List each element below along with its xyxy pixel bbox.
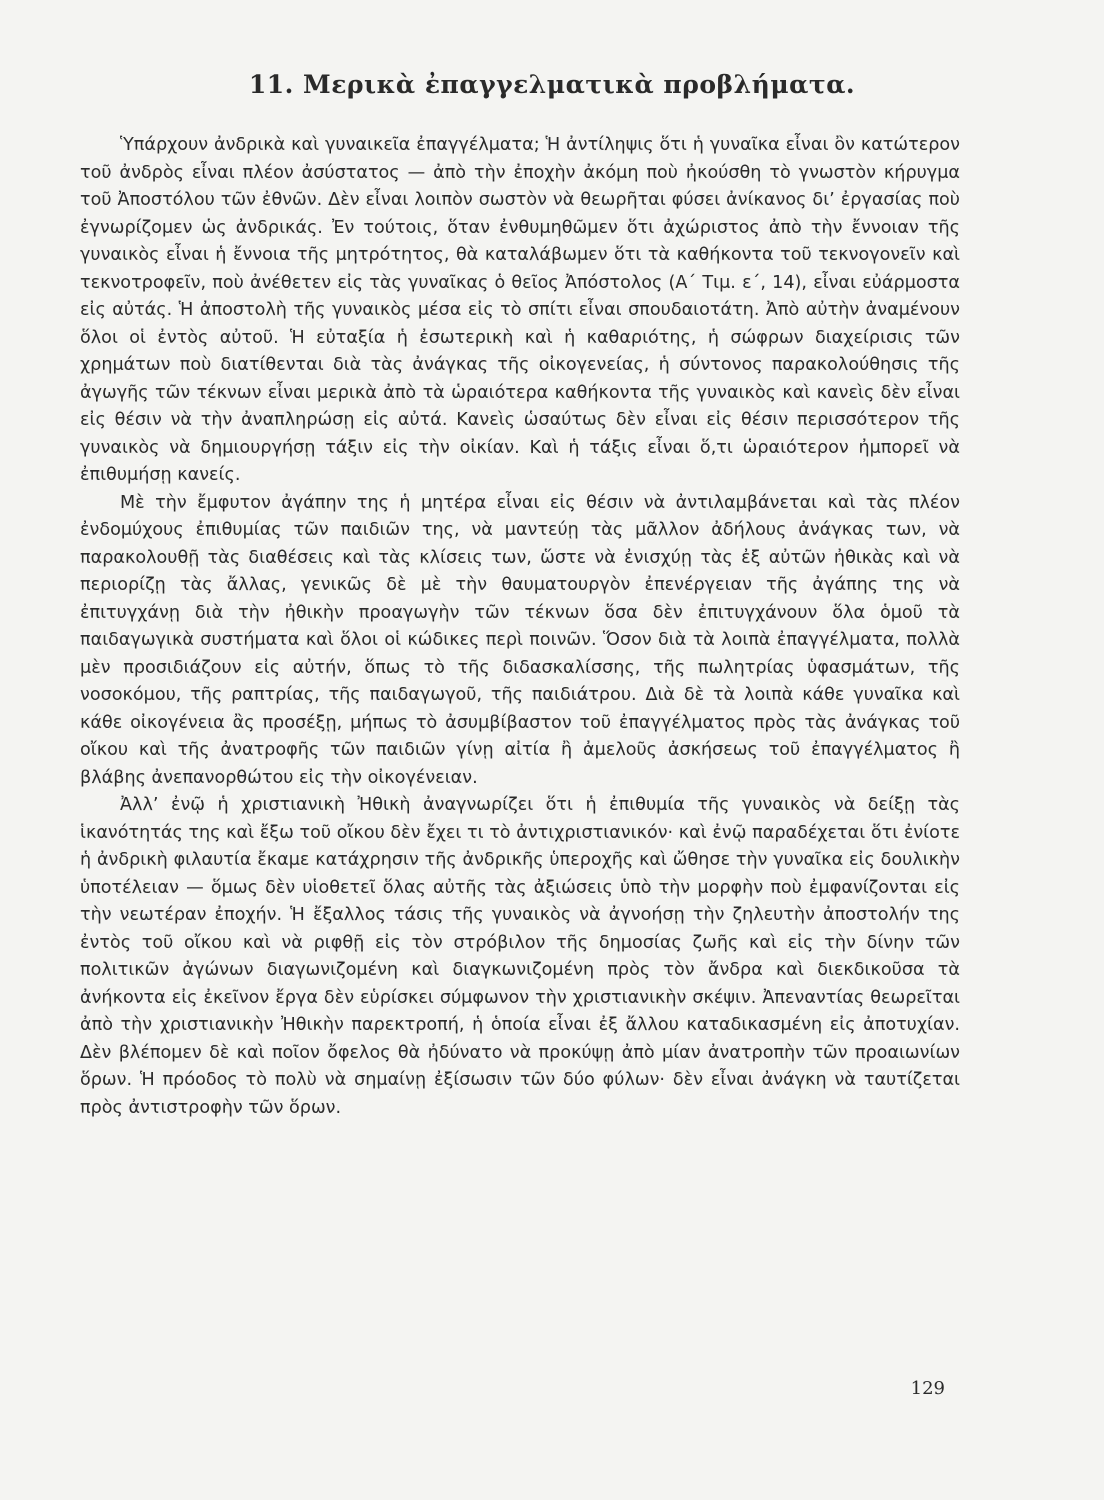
section-title: 11. Μερικὰ ἐπαγγελματικὰ προβλήματα. xyxy=(248,70,856,99)
paragraph-3: Ἀλλ’ ἐνῷ ἡ χριστιανικὴ Ἠθικὴ ἀναγνωρίζει ὅτι ἡ ἐπιθυμία τῆς γυναικὸς νὰ δείξῃ τὰς ἱκανότητάς της καὶ ἔξω τοῦ οἴκου δὲν ἔχει τι τὸ ἀντιχριστιανικόν· καὶ ἐνῷ παραδέχεται ὅτι ἐνίοτε ἡ ἀνδρικὴ φιλαυτία ἔκαμε κατάχρησιν τῆς ἀνδρικῆς ὑπεροχῆς καὶ ὤθησε τὴν γυναῖκα εἰς δουλικὴν ὑποτέλειαν — ὅμως δὲν υἱοθετεῖ ὅλας αὐτῆς τὰς ἀξιώσεις ὑπὸ τὴν μορφὴν ποὺ ἐμφανίζονται εἰς τὴν νεωτέραν ἐποχήν. Ἡ ἔξαλλος τάσις τῆς γυναικὸς νὰ ἀγνοήσῃ τὴν ζηλευτὴν ἀποστολήν της ἐντὸς τοῦ οἴκου καὶ νὰ ριφθῇ εἰς τὸν στρόβιλον τῆς δημοσίας ζωῆς καὶ εἰς τὴν δίνην τῶν πολιτικῶν ἀγώνων διαγωνιζομένη καὶ διαγκωνιζομένη πρὸς τὸν ἄνδρα καὶ διεκδικοῦσα τὰ ἀνήκοντα εἰς ἐκεῖνον ἔργα δὲν εὑρίσκει σύμφωνον τὴν χριστιανικὴν σκέψιν. Ἀπεναντίας θεωρεῖται ἀπὸ τὴν χριστιανικὴν Ἠθικὴν παρεκτροπή, ἡ ὁποία εἶναι ἐξ ἄλλου καταδικασμένη εἰς ἀποτυχίαν. Δὲν βλέπομεν δὲ καὶ ποῖον ὄφελος θὰ ἠδύνατο νὰ προκύψῃ ἀπὸ μίαν ἀνατροπὴν τῶν προαιωνίων ὅρων. Ἡ πρόοδος τὸ πολὺ νὰ σημαίνῃ ἐξίσωσιν τῶν δύο φύλων· δὲν εἶναι ἀνάγκη νὰ ταυτίζεται πρὸς ἀντιστροφὴν τῶν ὅρων. xyxy=(80,795,960,1118)
page-number: 129 xyxy=(910,1378,945,1399)
paragraph-1: Ὑπάρχουν ἀνδρικὰ καὶ γυναικεῖα ἐπαγγέλματα; Ἡ ἀντίληψις ὅτι ἡ γυναῖκα εἶναι ὂν κατώτερον τοῦ ἀνδρὸς εἶναι πλέον ἀσύστατος — ἀπὸ τὴν ἐποχὴν ἀκόμη ποὺ ἠκούσθη τὸ γνωστὸν κήρυγμα τοῦ Ἀποστόλου τῶν ἐθνῶν. Δὲν εἶναι λοιπὸν σωστὸν νὰ θεωρῆται φύσει ἀνίκανος δι’ ἐργασίας ποὺ ἐγνωρίζομεν ὡς ἀνδρικάς. Ἐν τούτοις, ὅταν ἐνθυμηθῶμεν ὅτι ἀχώριστος ἀπὸ τὴν ἔννοιαν τῆς γυναικὸς εἶναι ἡ ἔννοια τῆς μητρότητος, θὰ καταλάβωμεν ὅτι τὰ καθήκοντα τοῦ τεκνογονεῖν καὶ τεκνοτροφεῖν, ποὺ ἀνέθετεν εἰς τὰς γυναῖκας ὁ θεῖος Ἀπόστολος (Α΄ Τιμ. ε΄, 14), εἶναι εὐάρμοστα εἰς αὐτάς. Ἡ ἀποστολὴ τῆς γυναικὸς μέσα εἰς τὸ σπίτι εἶναι σπουδαιοτάτη. Ἀπὸ αὐτὴν ἀναμένουν ὅλοι οἱ ἐντὸς αὐτοῦ. Ἡ εὐταξία ἡ ἐσωτερικὴ καὶ ἡ καθαριότης, ἡ σώφρων διαχείρισις τῶν χρημάτων ποὺ διατίθενται διὰ τὰς ἀνάγκας τῆς οἰκογενείας, ἡ σύντονος παρακολούθησις τῆς ἀγωγῆς τῶν τέκνων εἶναι μερικὰ ἀπὸ τὰ ὡραιότερα καθήκοντα τῆς γυναικὸς καὶ κανεὶς δὲν εἶναι εἰς θέσιν νὰ τὴν ἀναπληρώσῃ εἰς αὐτά. Κανεὶς ὡσαύτως δὲν εἶναι εἰς θέσιν περισσότερον τῆς γυναικὸς νὰ δημιουργήσῃ τάξιν εἰς τὴν οἰκίαν. Καὶ ἡ τάξις εἶναι ὅ,τι ὡραιότερον ἠμπορεῖ νὰ ἐπιθυμήσῃ κανείς. xyxy=(80,135,960,485)
paragraph-2: Μὲ τὴν ἔμφυτον ἀγάπην της ἡ μητέρα εἶναι εἰς θέσιν νὰ ἀντιλαμβάνεται καὶ τὰς πλέον ἐνδομύχους ἐπιθυμίας τῶν παιδιῶν της, νὰ μαντεύῃ τὰς μᾶλλον ἀδήλους ἀνάγκας των, νὰ παρακολουθῇ τὰς διαθέσεις καὶ τὰς κλίσεις των, ὥστε νὰ ἐνισχύῃ τὰς ἐξ αὐτῶν ἠθικὰς καὶ νὰ περιορίζῃ τὰς ἄλλας, γενικῶς δὲ μὲ τὴν θαυματουργὸν ἐπενέργειαν τῆς ἀγάπης της νὰ ἐπιτυγχάνῃ διὰ τὴν ἠθικὴν προαγωγὴν τῶν τέκνων ὅσα δὲν ἐπιτυγχάνουν ὅλα ὁμοῦ τὰ παιδαγωγικὰ συστήματα καὶ ὅλοι οἱ κώδικες περὶ ποινῶν. Ὅσον διὰ τὰ λοιπὰ ἐπαγγέλματα, πολλὰ μὲν προσιδιάζουν εἰς αὐτήν, ὅπως τὸ τῆς διδασκαλίσσης, τῆς πωλητρίας ὑφασμάτων, τῆς νοσοκόμου, τῆς ραπτρίας, τῆς παιδαγωγοῦ, τῆς παιδιάτρου. Διὰ δὲ τὰ λοιπὰ κάθε γυναῖκα καὶ κάθε οἰκογένεια ἂς προσέξῃ, μήπως τὸ ἀσυμβίβαστον τοῦ ἐπαγγέλματος πρὸς τὰς ἀνάγκας τοῦ οἴκου καὶ τῆς ἀνατροφῆς τῶν παιδιῶν γίνῃ αἰτία ἢ ἀμελοῦς ἀσκήσεως τοῦ ἐπαγγέλματος ἢ βλάβης ἀνεπανορθώτου εἰς τὴν οἰκογένειαν. xyxy=(80,492,960,788)
section-body xyxy=(80,132,960,1122)
